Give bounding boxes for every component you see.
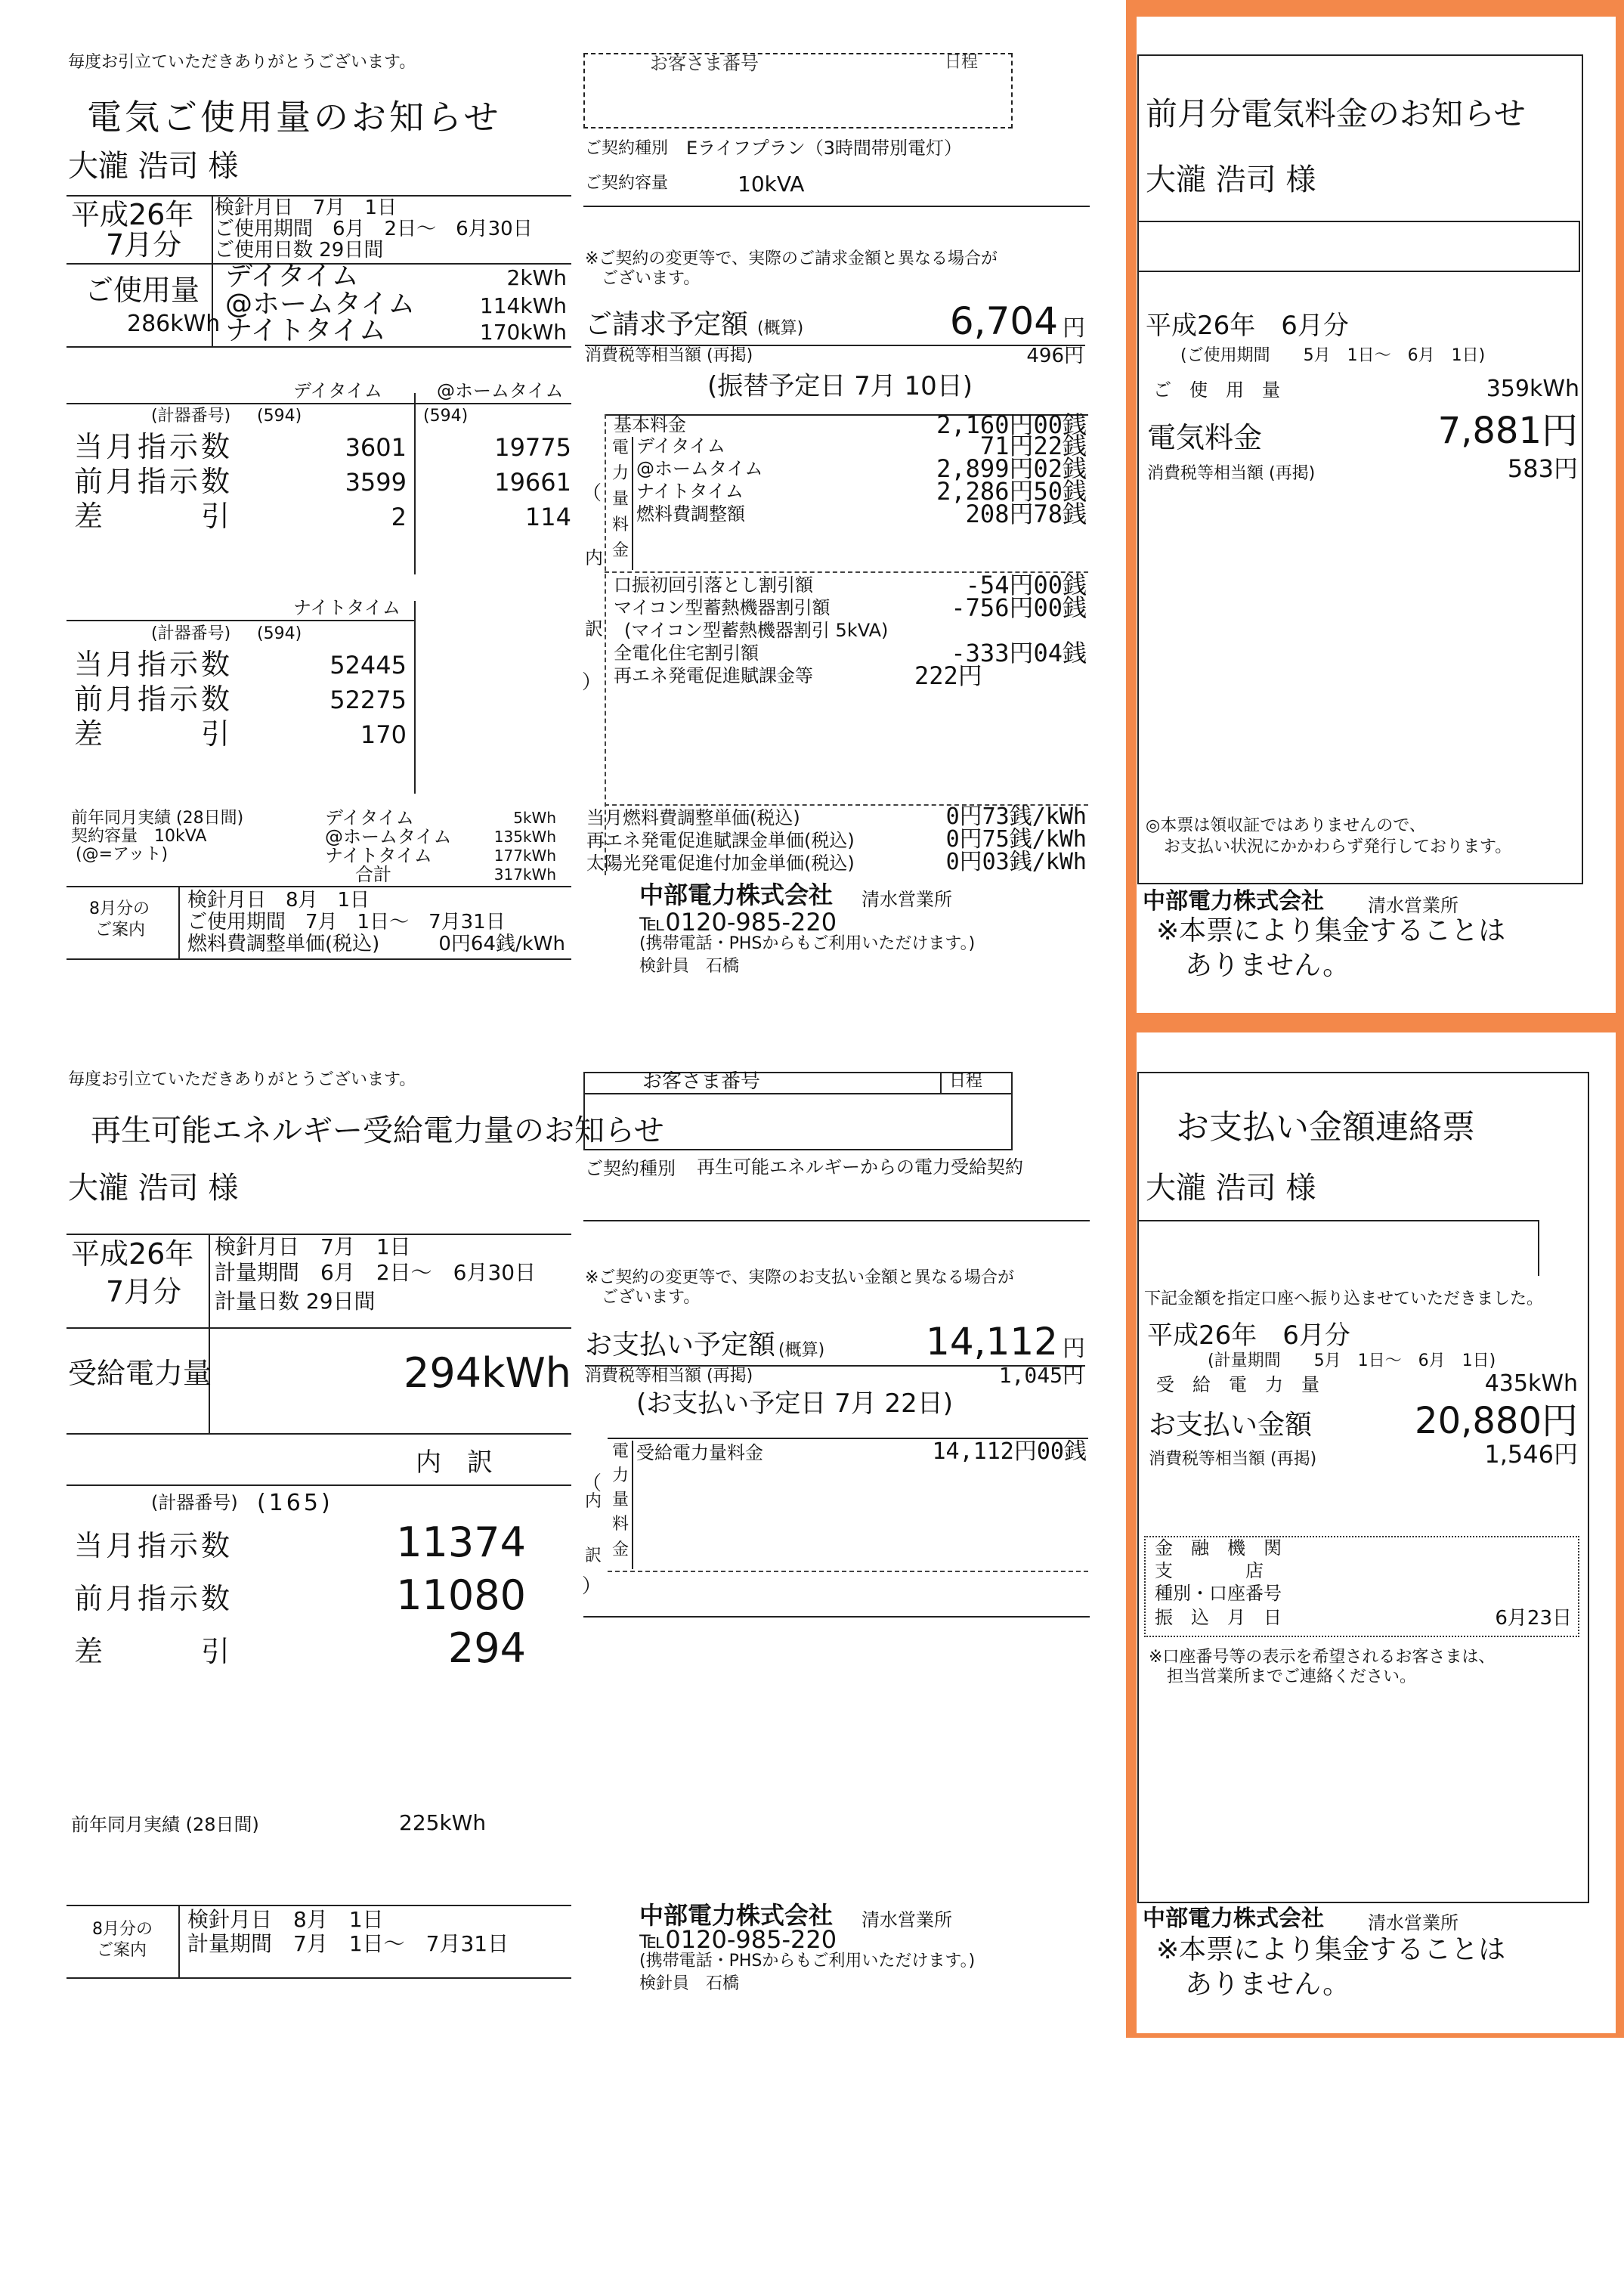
customer-name: 大瀧 浩司 様 (1146, 1171, 1316, 1206)
contract-type-label: ご契約種別 (585, 139, 669, 158)
period-month: 7月分 (106, 1275, 182, 1308)
slip-period: 平成26年 6月分 (1147, 1320, 1350, 1351)
customer-name: 大瀧 浩司 様 (68, 149, 239, 184)
usage-day-label: デイタイム (225, 261, 359, 292)
next-period: 計量期間 7月 1日～ 7月31日 (187, 1931, 509, 1956)
sub-label: 金 (612, 541, 629, 560)
tax-amount: 496円 (1026, 345, 1084, 367)
day-header: 日程 (945, 53, 979, 72)
sub-label: 電 (612, 438, 629, 457)
sub-label: 料 (612, 515, 629, 534)
customer-name: 大瀧 浩司 様 (68, 1171, 239, 1206)
contract-type-label: ご契約種別 (585, 1158, 676, 1179)
prev-night-label: ナイトタイム (325, 845, 432, 866)
office-name: 清水営業所 (1368, 1912, 1459, 1933)
company-name: 中部電力株式会社 (1143, 888, 1324, 915)
unit-price-label: 当月燃料費調整単価(税込) (586, 807, 800, 828)
usage-home-label: @ホームタイム (225, 289, 416, 320)
next-label-1: 8月分の (89, 899, 150, 918)
renew-row-label: 差 引 (74, 1635, 234, 1668)
renewable-title: 再生可能エネルギー受給電力量のお知らせ (91, 1113, 664, 1148)
meter1-row-v2: 19661 (494, 468, 571, 497)
branch-label: 支 店 (1155, 1560, 1264, 1581)
item-label: ナイトタイム (636, 481, 744, 502)
next-label-2: ご案内 (95, 921, 146, 940)
renew-row-label: 前月指示数 (74, 1582, 234, 1615)
fee-value: 7,881円 (1437, 410, 1578, 452)
pay-label: お支払い予定額 (585, 1330, 776, 1361)
meter-number: (165) (257, 1490, 333, 1516)
meter2-col1: ナイトタイム (293, 597, 401, 618)
slip-supply-value: 435kWh (1484, 1370, 1578, 1397)
meter2-row-label: 差 引 (74, 717, 234, 751)
telephone: ℡0120-985-220 (639, 908, 837, 936)
supply-value: 294kWh (404, 1349, 571, 1397)
prev-home-label: @ホームタイム (325, 826, 452, 847)
telephone: ℡0120-985-220 (639, 1925, 837, 1954)
telephone-note: (携帯電話・PHSからもご利用いただけます。) (639, 934, 976, 953)
contract-cap-label: ご契約容量 (585, 174, 669, 193)
pay-yen: 円 (1063, 1336, 1085, 1362)
meter1-row-v2: 19775 (494, 433, 571, 462)
usage-total: 286kWh (127, 311, 221, 337)
telephone-note: (携帯電話・PHSからもご利用いただけます。) (639, 1952, 976, 1970)
prev-total-label: 合計 (355, 864, 391, 885)
meter1-row-v1: 2 (391, 503, 407, 531)
no-collect-note-2: ありません。 (1185, 1969, 1350, 2000)
next-reading: 検針月日 8月 1日 (187, 889, 370, 912)
contract-capacity: 契約容量 10kVA (71, 827, 207, 846)
slip-title: お支払い金額連絡票 (1176, 1108, 1475, 1147)
at-note: (@=アット) (76, 845, 169, 864)
prev-day-value: 5kWh (513, 809, 556, 827)
account-label: 種別・口座番号 (1155, 1583, 1282, 1604)
tax-amount: 1,045円 (998, 1363, 1084, 1388)
transfer-note: 下記金額を指定口座へ振り込ませていただきました。 (1144, 1289, 1544, 1308)
discount-label: マイコン型蓄熱機器割引額 (614, 597, 831, 618)
meter2-row-label: 当月指示数 (74, 648, 234, 681)
period-year: 平成26年 (71, 1237, 194, 1271)
page-title: 電気ご使用量のお知らせ (87, 97, 502, 138)
prev-home-value: 135kWh (493, 828, 556, 846)
next-reading: 検針月日 8月 1日 (187, 1907, 384, 1932)
sub-label: 金 (612, 1540, 629, 1559)
side-label-uchi: 内 (585, 547, 603, 568)
company-name: 中部電力株式会社 (1143, 1905, 1324, 1932)
bill-note: (概算) (757, 319, 804, 338)
meter1-col1: デイタイム (293, 380, 382, 401)
renew-row-label: 当月指示数 (74, 1529, 234, 1562)
contract-type: 再生可能エネルギーからの電力受給契約 (697, 1156, 1023, 1178)
slip-pay-label: お支払い金額 (1149, 1410, 1313, 1441)
usage-night-label: ナイトタイム (225, 315, 386, 346)
side-label-close: ） (582, 671, 602, 694)
prev-night-value: 177kWh (493, 847, 556, 865)
meter2-row-v1: 52445 (329, 651, 407, 680)
meter-label: (計器番号) (151, 1492, 238, 1513)
meter2-row-label: 前月指示数 (74, 683, 234, 716)
item-value: 2,160円00銭 (936, 410, 1087, 439)
receipt-note-2: お支払い状況にかかわらず発行しております。 (1164, 837, 1512, 856)
transfer-date-label: 振 込 月 日 (1155, 1607, 1282, 1628)
meter2-no: (594) (257, 624, 302, 643)
change-note-1: ※ご契約の変更等で、実際のご請求金額と異なる場合が (585, 249, 998, 268)
sub-label: 電 (612, 1442, 629, 1461)
unit-price-value: 0円75銭/kWh (945, 826, 1087, 853)
discount-value: -54円00銭 (965, 571, 1087, 599)
side-label-open: （ (582, 482, 602, 505)
side-label-open: （ (582, 1472, 602, 1495)
meas-period: 計量期間 6月 2日～ 6月30日 (215, 1260, 537, 1285)
office-name: 清水営業所 (861, 1909, 952, 1930)
period-month: 7月分 (106, 228, 182, 262)
pay-amount: 14,112 (926, 1320, 1058, 1364)
usage-label: ご使用量 (85, 274, 200, 307)
usage-day-value: 2kWh (506, 265, 567, 290)
unit-price-label: 再エネ発電促進賦課金単価(税込) (586, 830, 855, 851)
item-label: デイタイム (636, 435, 725, 457)
next-fuel-value: 0円64銭/kWh (438, 933, 565, 955)
item-label: @ホームタイム (636, 458, 763, 479)
prev-day-label: デイタイム (325, 807, 414, 828)
item-value: 2,899円02銭 (936, 454, 1087, 483)
item-value: 208円78銭 (965, 500, 1087, 528)
sub-label: 力 (612, 464, 629, 483)
unit-price-label: 太陽光発電促進付加金単価(税込) (586, 853, 855, 874)
next-fuel-label: 燃料費調整単価(税込) (187, 933, 380, 955)
fee-period: 平成26年 6月分 (1146, 311, 1349, 341)
company-name: 中部電力株式会社 (639, 881, 834, 909)
prev-total-value: 317kWh (493, 865, 556, 884)
tax-label: 消費税等相当額 (再掲) (585, 346, 753, 365)
slip-pay-value: 20,880円 (1415, 1400, 1578, 1442)
discount-label: 全電化住宅割引額 (614, 642, 759, 664)
discount-value: 222円 (914, 661, 982, 690)
renew-row-value: 11080 (396, 1571, 526, 1619)
discount-label: (マイコン型蓄熱機器割引 5kVA) (624, 620, 889, 641)
unit-price-value: 0円03銭/kWh (945, 849, 1087, 875)
item-label: 燃料費調整額 (636, 503, 745, 525)
change-note-2: ございます。 (602, 269, 701, 288)
account-note-1: ※口座番号等の表示を希望されるお客さまは、 (1149, 1648, 1496, 1667)
no-collect-note-1: ※本票により集金することは (1156, 915, 1506, 946)
next-period: ご使用期間 7月 1日～ 7月31日 (187, 911, 506, 933)
fee-notice-title: 前月分電気料金のお知らせ (1146, 95, 1526, 132)
tax-label: 消費税等相当額 (再掲) (585, 1367, 753, 1385)
bill-label: ご請求予定額 (585, 309, 749, 340)
sub-label: 料 (612, 1515, 629, 1534)
meter1-row-label: 当月指示数 (74, 430, 234, 463)
renew-row-value: 294 (447, 1624, 526, 1672)
sub-label: 量 (612, 490, 629, 509)
greeting: 毎度お引立ていただきありがとうございます。 (68, 53, 416, 72)
meter2-row-v1: 52275 (329, 686, 407, 714)
next-label-2: ご案内 (97, 1941, 147, 1960)
no-collect-note-1: ※本票により集金することは (1156, 1934, 1506, 1965)
meter1-no2: (594) (423, 407, 469, 426)
no-collect-note-2: ありません。 (1185, 950, 1350, 981)
renew-row-value: 11374 (396, 1518, 526, 1566)
greeting: 毎度お引立ていただきありがとうございます。 (68, 1070, 416, 1089)
prev-year-label: 前年同月実績 (28日間) (71, 809, 244, 828)
item-label: 受給電力量料金 (636, 1442, 763, 1463)
next-label-1: 8月分の (92, 1920, 153, 1939)
fee-label: 電気料金 (1147, 421, 1263, 454)
contract-cap: 10kVA (738, 172, 805, 197)
fee-usage-label: ご 使 用 量 (1153, 379, 1280, 401)
supply-label: 受給電力量 (68, 1357, 212, 1390)
usage-period: ご使用期間 6月 2日～ 6月30日 (215, 218, 533, 240)
period-year: 平成26年 (71, 198, 194, 231)
change-note-1: ※ご契約の変更等で、実際のお支払い金額と異なる場合が (585, 1268, 1014, 1287)
meter2-label: (計器番号) (151, 624, 231, 643)
slip-tax-label: 消費税等相当額 (再掲) (1149, 1450, 1317, 1469)
discount-label: 再エネ発電促進賦課金等 (614, 665, 813, 686)
pay-note: (概算) (778, 1341, 825, 1360)
fee-usage-value: 359kWh (1486, 376, 1579, 402)
company-name: 中部電力株式会社 (639, 1901, 834, 1930)
slip-tax-value: 1,546円 (1484, 1440, 1578, 1469)
bill-amount: 6,704 (949, 299, 1058, 343)
prev-year-value: 225kWh (399, 1810, 487, 1835)
contract-type: Eライフプラン（3時間帯別電灯） (686, 138, 962, 159)
side-label-close: ） (582, 1575, 602, 1598)
inspector: 検針員 石橋 (639, 1974, 740, 1993)
meter2-row-v1: 170 (360, 720, 407, 749)
discount-label: 口振初回引落とし割引額 (614, 574, 813, 596)
fee-tax-value: 583円 (1507, 454, 1578, 483)
usage-days: ご使用日数 29日間 (215, 239, 384, 262)
customer-name: 大瀧 浩司 様 (1146, 163, 1316, 197)
receipt-note-1: ◎本票は領収証ではありませんので、 (1146, 816, 1426, 835)
side-label-wake: 訳 (585, 618, 603, 639)
reading-date: 検針月日 7月 1日 (215, 1234, 411, 1259)
usage-home-value: 114kWh (479, 293, 567, 318)
usage-night-value: 170kWh (479, 320, 567, 345)
account-note-2: 担当営業所までご連絡ください。 (1167, 1667, 1417, 1686)
meter1-row-v1: 3599 (345, 468, 407, 497)
side-label-uchi: 内 (585, 1492, 602, 1511)
item-label: 基本料金 (614, 414, 686, 435)
meter1-no: (594) (257, 407, 302, 426)
fee-usage-period: (ご使用期間 5月 1日～ 6月 1日) (1180, 346, 1486, 365)
slip-supply-label: 受 給 電 力 量 (1156, 1374, 1319, 1395)
breakdown-label: 内 訳 (416, 1447, 493, 1478)
meter1-row-label: 前月指示数 (74, 465, 234, 498)
discount-value: -756円00銭 (951, 593, 1087, 622)
meter1-row-v2: 114 (524, 503, 571, 531)
item-value: 2,286円50銭 (936, 477, 1087, 506)
office-name: 清水営業所 (861, 889, 952, 910)
pay-date: (お支払い予定日 7月 22日) (636, 1388, 954, 1419)
inspector: 検針員 石橋 (639, 957, 740, 976)
unit-price-value: 0円73銭/kWh (945, 803, 1087, 830)
prev-year-label: 前年同月実績 (28日間) (71, 1814, 259, 1835)
meter1-row-label: 差 引 (74, 500, 234, 533)
slip-meas-period: (計量期間 5月 1日～ 6月 1日) (1208, 1351, 1496, 1370)
day-header: 日程 (949, 1072, 983, 1091)
discount-value: -333円04銭 (951, 639, 1087, 667)
fee-tax-label: 消費税等相当額 (再掲) (1147, 464, 1316, 483)
transfer-date-value: 6月23日 (1495, 1607, 1572, 1630)
item-value: 14,112円00銭 (932, 1438, 1087, 1465)
reading-date: 検針月日 7月 1日 (215, 197, 397, 219)
bill-yen: 円 (1063, 315, 1085, 342)
sub-label: 力 (612, 1466, 629, 1485)
meter1-col2: @ホームタイム (437, 380, 564, 401)
sub-label: 量 (612, 1491, 629, 1509)
side-label-wake: 訳 (585, 1546, 602, 1565)
meter1-row-v1: 3601 (345, 433, 407, 462)
meas-days: 計量日数 29日間 (215, 1289, 376, 1314)
bank-label: 金 融 機 関 (1155, 1537, 1282, 1559)
customer-number-header: お客さま番号 (642, 1070, 761, 1093)
item-value: 71円22銭 (979, 432, 1087, 460)
customer-number-header: お客さま番号 (650, 53, 759, 74)
change-note-2: ございます。 (602, 1288, 701, 1307)
office-name: 清水営業所 (1368, 895, 1459, 916)
meter1-label: (計器番号) (151, 407, 231, 426)
transfer-date: (振替予定日 7月 10日) (707, 371, 973, 401)
